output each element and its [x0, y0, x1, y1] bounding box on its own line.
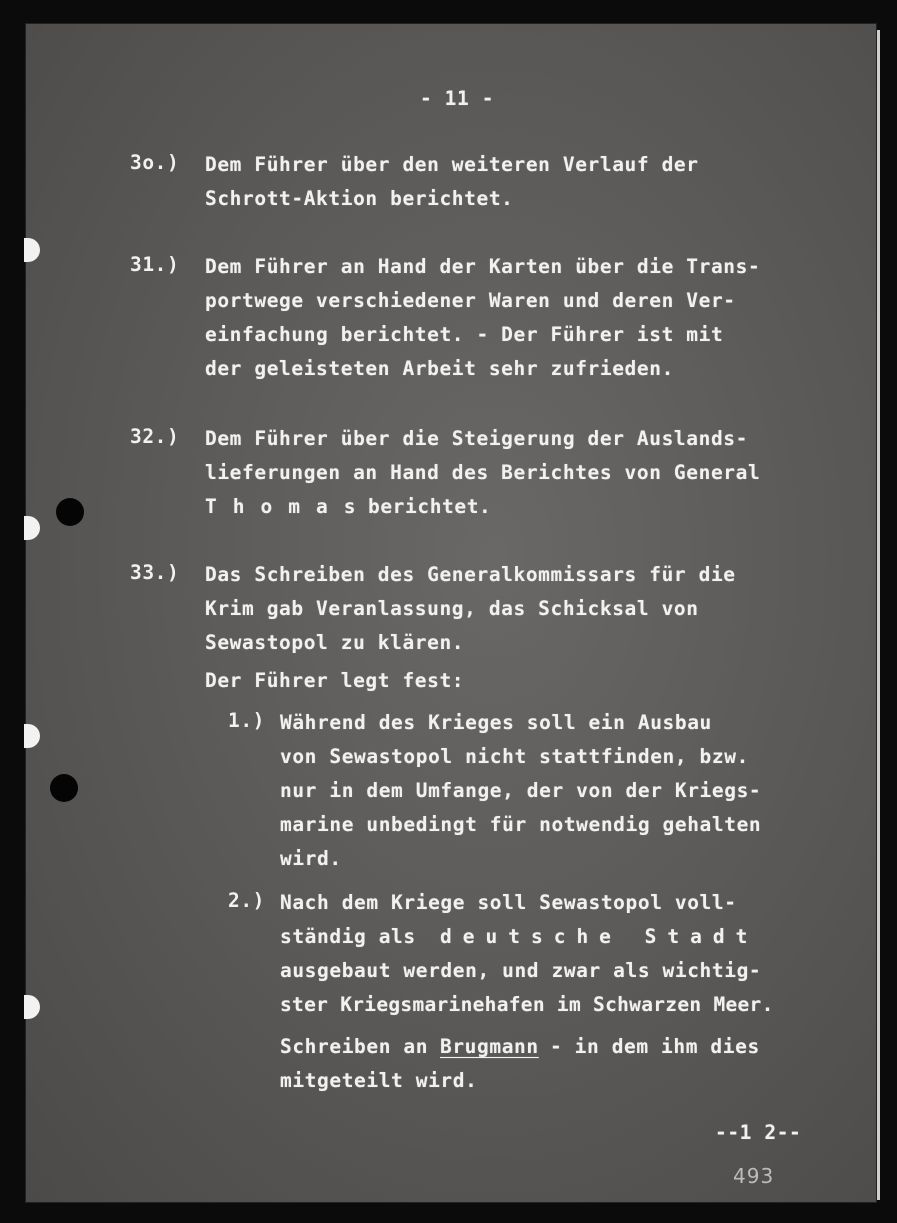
item-line: Sewastopol zu klären. — [205, 631, 465, 654]
subitem-line: nur in dem Umfange, der von der Kriegs- — [280, 779, 762, 802]
item-line: portwege verschiedener Waren und deren Ver- — [205, 289, 736, 312]
closing-line: mitgeteilt wird. — [280, 1069, 478, 1092]
closing-line: Schreiben an — [280, 1035, 429, 1058]
item-line: berichtet. — [368, 495, 492, 518]
closing-line: - in dem ihm dies — [550, 1035, 760, 1058]
page-header: - 11 - — [420, 87, 495, 110]
subitem-number: 1.) — [228, 709, 266, 732]
item-line: Dem Führer über die Steigerung der Auslands- — [205, 427, 748, 450]
item-number: 31.) — [130, 253, 180, 276]
subitem-line: marine unbedingt für notwendig gehalten — [280, 813, 762, 836]
subitem-line: ausgebaut werden, und zwar als wichtig- — [280, 959, 762, 982]
spaced-name-thomas: Thomas — [205, 495, 372, 518]
item-line: Krim gab Veranlassung, das Schicksal von — [205, 597, 699, 620]
subitem-line: ständig als — [280, 925, 416, 948]
recipient-name: Brugmann — [440, 1035, 539, 1058]
item-line: einfachung berichtet. - Der Führer ist mit — [205, 323, 724, 346]
item-intro: Der Führer legt fest: — [205, 669, 465, 692]
item-number: 32.) — [130, 425, 180, 448]
item-line: Schrott-Aktion berichtet. — [205, 187, 514, 210]
punch-hole — [56, 498, 84, 526]
item-line: Dem Führer an Hand der Karten über die Trans- — [205, 255, 761, 278]
item-line: der geleisteten Arbeit sehr zufrieden. — [205, 357, 674, 380]
subitem-line: wird. — [280, 847, 342, 870]
item-number: 3o.) — [130, 151, 180, 174]
spaced-phrase-deutsche-stadt: deutsche Stadt — [440, 925, 759, 948]
next-page-marker: --1 2-- — [715, 1121, 802, 1144]
subitem-number: 2.) — [228, 889, 266, 912]
subitem-line: Während des Krieges soll ein Ausbau — [280, 711, 712, 734]
item-number: 33.) — [130, 561, 180, 584]
punch-hole — [50, 774, 78, 802]
subitem-line: ster Kriegsmarinehafen im Schwarzen Meer. — [280, 993, 774, 1016]
subitem-line: Nach dem Kriege soll Sewastopol voll- — [280, 891, 737, 914]
item-line: Dem Führer über den weiteren Verlauf der — [205, 153, 699, 176]
item-line: Das Schreiben des Generalkommissars für die — [205, 563, 736, 586]
subitem-line: von Sewastopol nicht stattfinden, bzw. — [280, 745, 749, 768]
archive-stamp-number: 493 — [733, 1164, 775, 1188]
item-line: lieferungen an Hand des Berichtes von General — [205, 461, 761, 484]
